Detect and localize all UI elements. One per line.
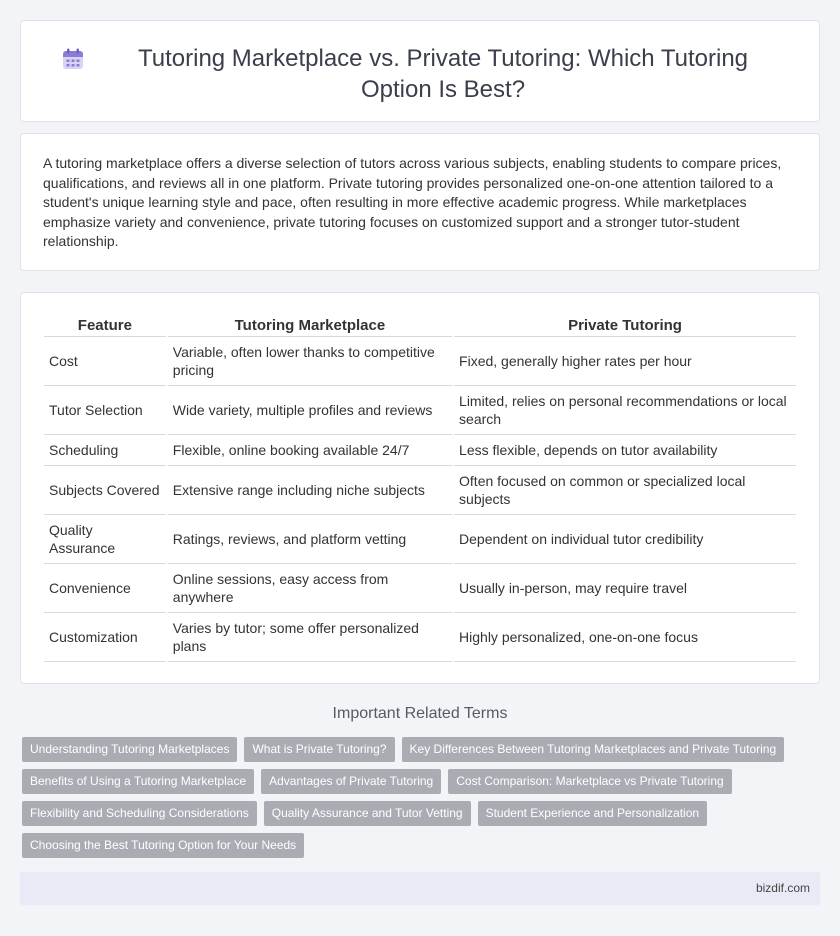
tag-link[interactable]: Cost Comparison: Marketplace vs Private Tutoring [448, 769, 731, 794]
tag-link[interactable]: Advantages of Private Tutoring [261, 769, 441, 794]
marketplace-cell: Ratings, reviews, and platform vetting [168, 515, 452, 564]
table-row [44, 435, 796, 466]
comparison-card [20, 292, 820, 684]
feature-cell: Cost [44, 337, 166, 386]
table-row [44, 386, 796, 435]
calendar-icon [61, 47, 85, 71]
footer [20, 872, 820, 905]
private-cell: Often focused on common or specialized local subjects [454, 466, 796, 515]
table-row [44, 515, 796, 564]
tag-link[interactable]: Understanding Tutoring Marketplaces [22, 737, 237, 762]
table-row [44, 466, 796, 515]
private-cell: Usually in-person, may require travel [454, 564, 796, 613]
header [21, 21, 819, 105]
tag-link[interactable]: Key Differences Between Tutoring Marketplaces and Private Tutoring [402, 737, 785, 762]
tag-link[interactable]: Flexibility and Scheduling Considerations [22, 801, 257, 826]
comparison-table [42, 314, 798, 662]
intro-card [20, 133, 820, 271]
column-header-feature: Feature [44, 314, 166, 337]
marketplace-cell: Wide variety, multiple profiles and reviews [168, 386, 452, 435]
private-cell: Dependent on individual tutor credibility [454, 515, 796, 564]
table-header-row [44, 314, 796, 337]
feature-cell: Scheduling [44, 435, 166, 466]
feature-cell: Convenience [44, 564, 166, 613]
private-cell: Highly personalized, one-on-one focus [454, 613, 796, 662]
private-cell: Limited, relies on personal recommendations or local search [454, 386, 796, 435]
tag-link[interactable]: What is Private Tutoring? [244, 737, 394, 762]
column-header-marketplace: Tutoring Marketplace [168, 314, 452, 337]
feature-cell: Subjects Covered [44, 466, 166, 515]
footer-site-name: bizdif.com [755, 881, 810, 895]
tag-link[interactable]: Quality Assurance and Tutor Vetting [264, 801, 471, 826]
feature-cell: Quality Assurance [44, 515, 166, 564]
marketplace-cell: Variable, often lower thanks to competitive pricing [168, 337, 452, 386]
page-title: Tutoring Marketplace vs. Private Tutoring: Which Tutoring Option Is Best? [137, 45, 749, 103]
feature-cell: Tutor Selection [44, 386, 166, 435]
marketplace-cell: Extensive range including niche subjects [168, 466, 452, 515]
marketplace-cell: Flexible, online booking available 24/7 [168, 435, 452, 466]
tag-link[interactable]: Student Experience and Personalization [478, 801, 707, 826]
feature-cell: Customization [44, 613, 166, 662]
marketplace-cell: Online sessions, easy access from anywhere [168, 564, 452, 613]
tag-link[interactable]: Choosing the Best Tutoring Option for Your Needs [22, 833, 304, 858]
intro-paragraph: A tutoring marketplace offers a diverse selection of tutors across various subjects, enabling students to compare prices, qualifications, and reviews all in one platform. Private tutoring provides personalized one-on-one attention tailored to a student's unique learning style and pace, often resulting in more effective academic progress. While marketplaces emphasize variety and convenience, private tutoring focuses on customized support and a stronger tutor-student relationship. [43, 155, 782, 249]
table-row [44, 613, 796, 662]
related-terms-tags [22, 737, 802, 865]
marketplace-cell: Varies by tutor; some offer personalized plans [168, 613, 452, 662]
column-header-private: Private Tutoring [454, 314, 796, 337]
tag-link[interactable]: Benefits of Using a Tutoring Marketplace [22, 769, 254, 794]
table-row [44, 564, 796, 613]
header-card [20, 20, 820, 122]
private-cell: Less flexible, depends on tutor availability [454, 435, 796, 466]
table-row [44, 337, 796, 386]
related-terms-title: Important Related Terms [332, 705, 508, 722]
private-cell: Fixed, generally higher rates per hour [454, 337, 796, 386]
